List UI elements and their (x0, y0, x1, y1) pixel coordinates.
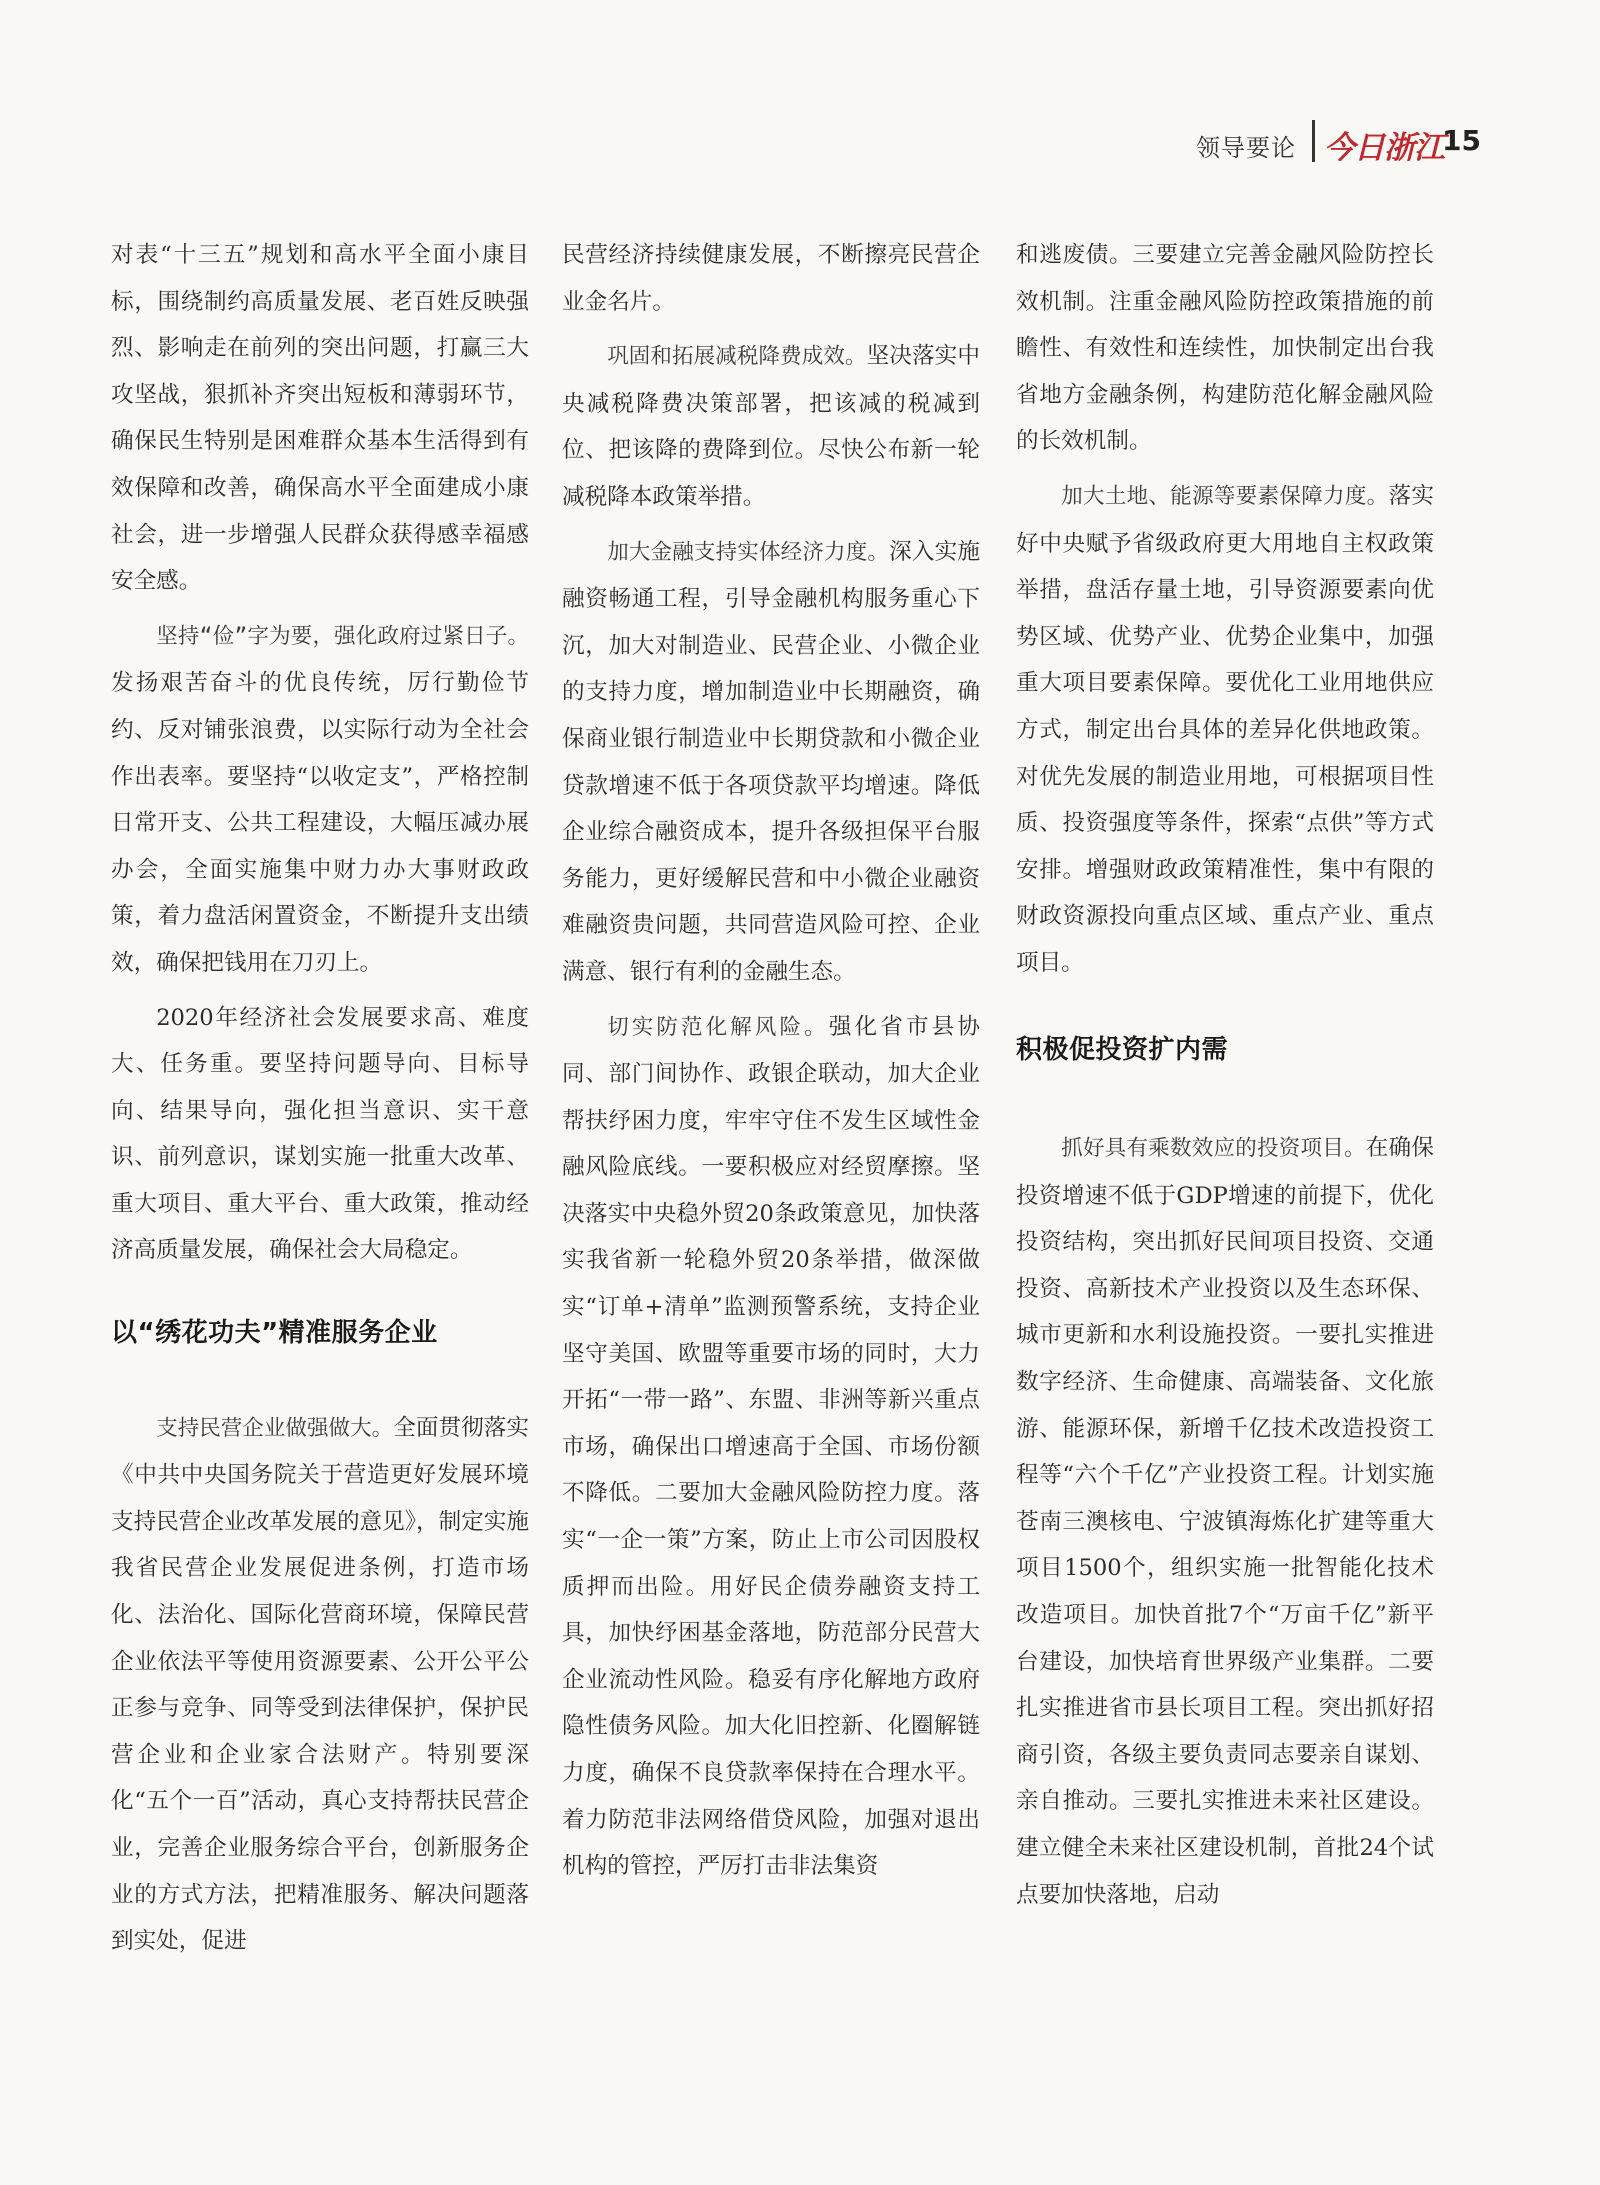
paragraph-body: 发扬艰苦奋斗的优良传统，厉行勤俭节约、反对铺张浪费，以实际行动为全社会作出表率。要坚持“以收定支”，严格控制日常开支、公共工程建设，大幅压减办展办会，全面实施集中财力办大事财政政策，着力盘活闲置资金，不断提升支出绩效，确保把钱用在刀刃上。 (111, 670, 529, 976)
paragraph-lead: 支持民营企业做强做大。 (156, 1415, 394, 1441)
article-column-3 (1016, 232, 1434, 1918)
paragraph-lead: 坚持“俭”字为要，强化政府过紧日子。 (156, 623, 529, 649)
paragraph: 和逃废债。三要建立完善金融风险防控长效机制。注重金融风险防控政策措施的前瞻性、有效性和连续性，加快制定出台我省地方金融条例，构建防范化解金融风险的长效机制。 (1016, 242, 1434, 455)
section-heading: 积极促投资扩内需 (1016, 1034, 1229, 1065)
magazine-logo: 今日浙江 (1324, 130, 1444, 166)
paragraph (562, 333, 980, 520)
article-column-2 (562, 232, 980, 1890)
page-number: 15 (1442, 124, 1481, 157)
paragraph-lead: 加大金融支持实体经济力度。 (607, 539, 890, 565)
paragraph-lead: 加大土地、能源等要素保障力度。 (1061, 483, 1389, 509)
paragraph (562, 1004, 980, 1890)
paragraph (1016, 1125, 1434, 1918)
paragraph-lead: 抓好具有乘数效应的投资项目。 (1061, 1136, 1366, 1162)
section-heading: 以“绣花功夫”精准服务企业 (111, 1318, 438, 1349)
article-column-1 (111, 232, 529, 1965)
paragraph-body: 落实好中央赋予省级政府更大用地自主权政策举措，盘活存量土地，引导资源要素向优势区域、优势产业、优势企业集中，加强重大项目要素保障。要优化工业用地供应方式，制定出台具体的差异化供地政策。对优先发展的制造业用地，可根据项目性质、投资强度等条件，探索“点供”等方式安排。增强财政政策精准性，集中有限的财政资源投向重点区域、重点产业、重点项目。 (1016, 482, 1434, 976)
paragraph-body: 深入实施融资畅通工程，引导金融机构服务重心下沉，加大对制造业、民营企业、小微企业的支持力度，增加制造业中长期融资，确保商业银行制造业中长期贷款和小微企业贷款增速不低于各项贷款平均增速。降低企业综合融资成本，提升各级担保平台服务能力，更好缓解民营和中小微企业融资难融资贵问题，共同营造风险可控、企业满意、银行有利的金融生态。 (562, 538, 981, 985)
paragraph: 对表“十三五”规划和高水平全面小康目标，围绕制约高质量发展、老百姓反映强烈、影响走在前列的突出问题，打赢三大攻坚战，狠抓补齐突出短板和薄弱环节，确保民生特别是困难群众基本生活得到有效保障和改善，确保高水平全面建成小康社会，进一步增强人民群众获得感幸福感安全感。 (111, 242, 529, 595)
header-divider (1312, 120, 1315, 162)
paragraph-body: 在确保投资增速不低于GDP增速的前提下，优化投资结构，突出抓好民间项目投资、交通投资、高新技术产业投资以及生态环保、城市更新和水利设施投资。一要扎实推进数字经济、生命健康、高端装备、文化旅游、能源环保，新增千亿技术改造投资工程等“六个千亿”产业投资工程。计划实施苍南三澳核电、宁波镇海炼化扩建等重大项目1500个，组织实施一批智能化技术改造项目。加快首批7个“万亩千亿”新平台建设，加快培育世界级产业集群。二要扎实推进省市县长项目工程。突出抓好招商引资，各级主要负责同志要亲自谋划、亲自推动。三要扎实推进未来社区建设。建立健全未来社区建设机制，首批24个试点要加快落地，启动 (1016, 1135, 1434, 1908)
paragraph (1016, 473, 1434, 987)
section-title: 领导要论 (1196, 134, 1296, 162)
paragraph-body: 坚决落实中央减税降费决策部署，把该减的税减到位、把该降的费降到位。尽快公布新一轮减税降本政策举措。 (562, 343, 980, 510)
paragraph-lead: 切实防范化解风险。 (607, 1014, 829, 1040)
paragraph (111, 613, 529, 987)
paragraph-body: 全面贯彻落实《中共中央国务院关于营造更好发展环境支持民营企业改革发展的意见》，制定实施我省民营企业发展促进条例，打造市场化、法治化、国际化营商环境，保障民营企业依法平等使用资源要素、公开公平公正参与竞争、同等受到法律保护，保护民营企业和企业家合法财产。特别要深化“五个一百”活动，真心支持帮扶民营企业，完善企业服务综合平台，创新服务企业的方式方法，把精准服务、解决问题落到实处，促进 (111, 1414, 529, 1955)
paragraph (111, 1405, 529, 1965)
paragraph: 2020年经济社会发展要求高、难度大、任务重。要坚持问题导向、目标导向、结果导向，强化担当意识、实干意识、前列意识，谋划实施一批重大改革、重大项目、重大平台、重大政策，推动经济高质量发展，确保社会大局稳定。 (111, 1004, 529, 1264)
paragraph-body: 强化省市县协同、部门间协作、政银企联动，加大企业帮扶纾困力度，牢牢守住不发生区域性金融风险底线。一要积极应对经贸摩擦。坚决落实中央稳外贸20条政策意见，加快落实我省新一轮稳外贸20条举措，做深做实“订单+清单”监测预警系统，支持企业坚守美国、欧盟等重要市场的同时，大力开拓“一带一路”、东盟、非洲等新兴重点市场，确保出口增速高于全国、市场份额不降低。二要加大金融风险防控力度。落实“一企一策”方案，防止上市公司因股权质押而出险。用好民企债券融资支持工具，加快纾困基金落地，防范部分民营大企业流动性风险。稳妥有序化解地方政府隐性债务风险。加大化旧控新、化圈解链力度，确保不良贷款率保持在合理水平。着力防范非法网络借贷风险，加强对退出机构的管控，严厉打击非法集资 (562, 1013, 980, 1880)
page-header (1196, 120, 1486, 166)
paragraph (562, 529, 980, 996)
paragraph-lead: 巩固和拓展减税降费成效。 (607, 344, 867, 370)
paragraph: 民营经济持续健康发展，不断擦亮民营企业金名片。 (562, 242, 980, 315)
